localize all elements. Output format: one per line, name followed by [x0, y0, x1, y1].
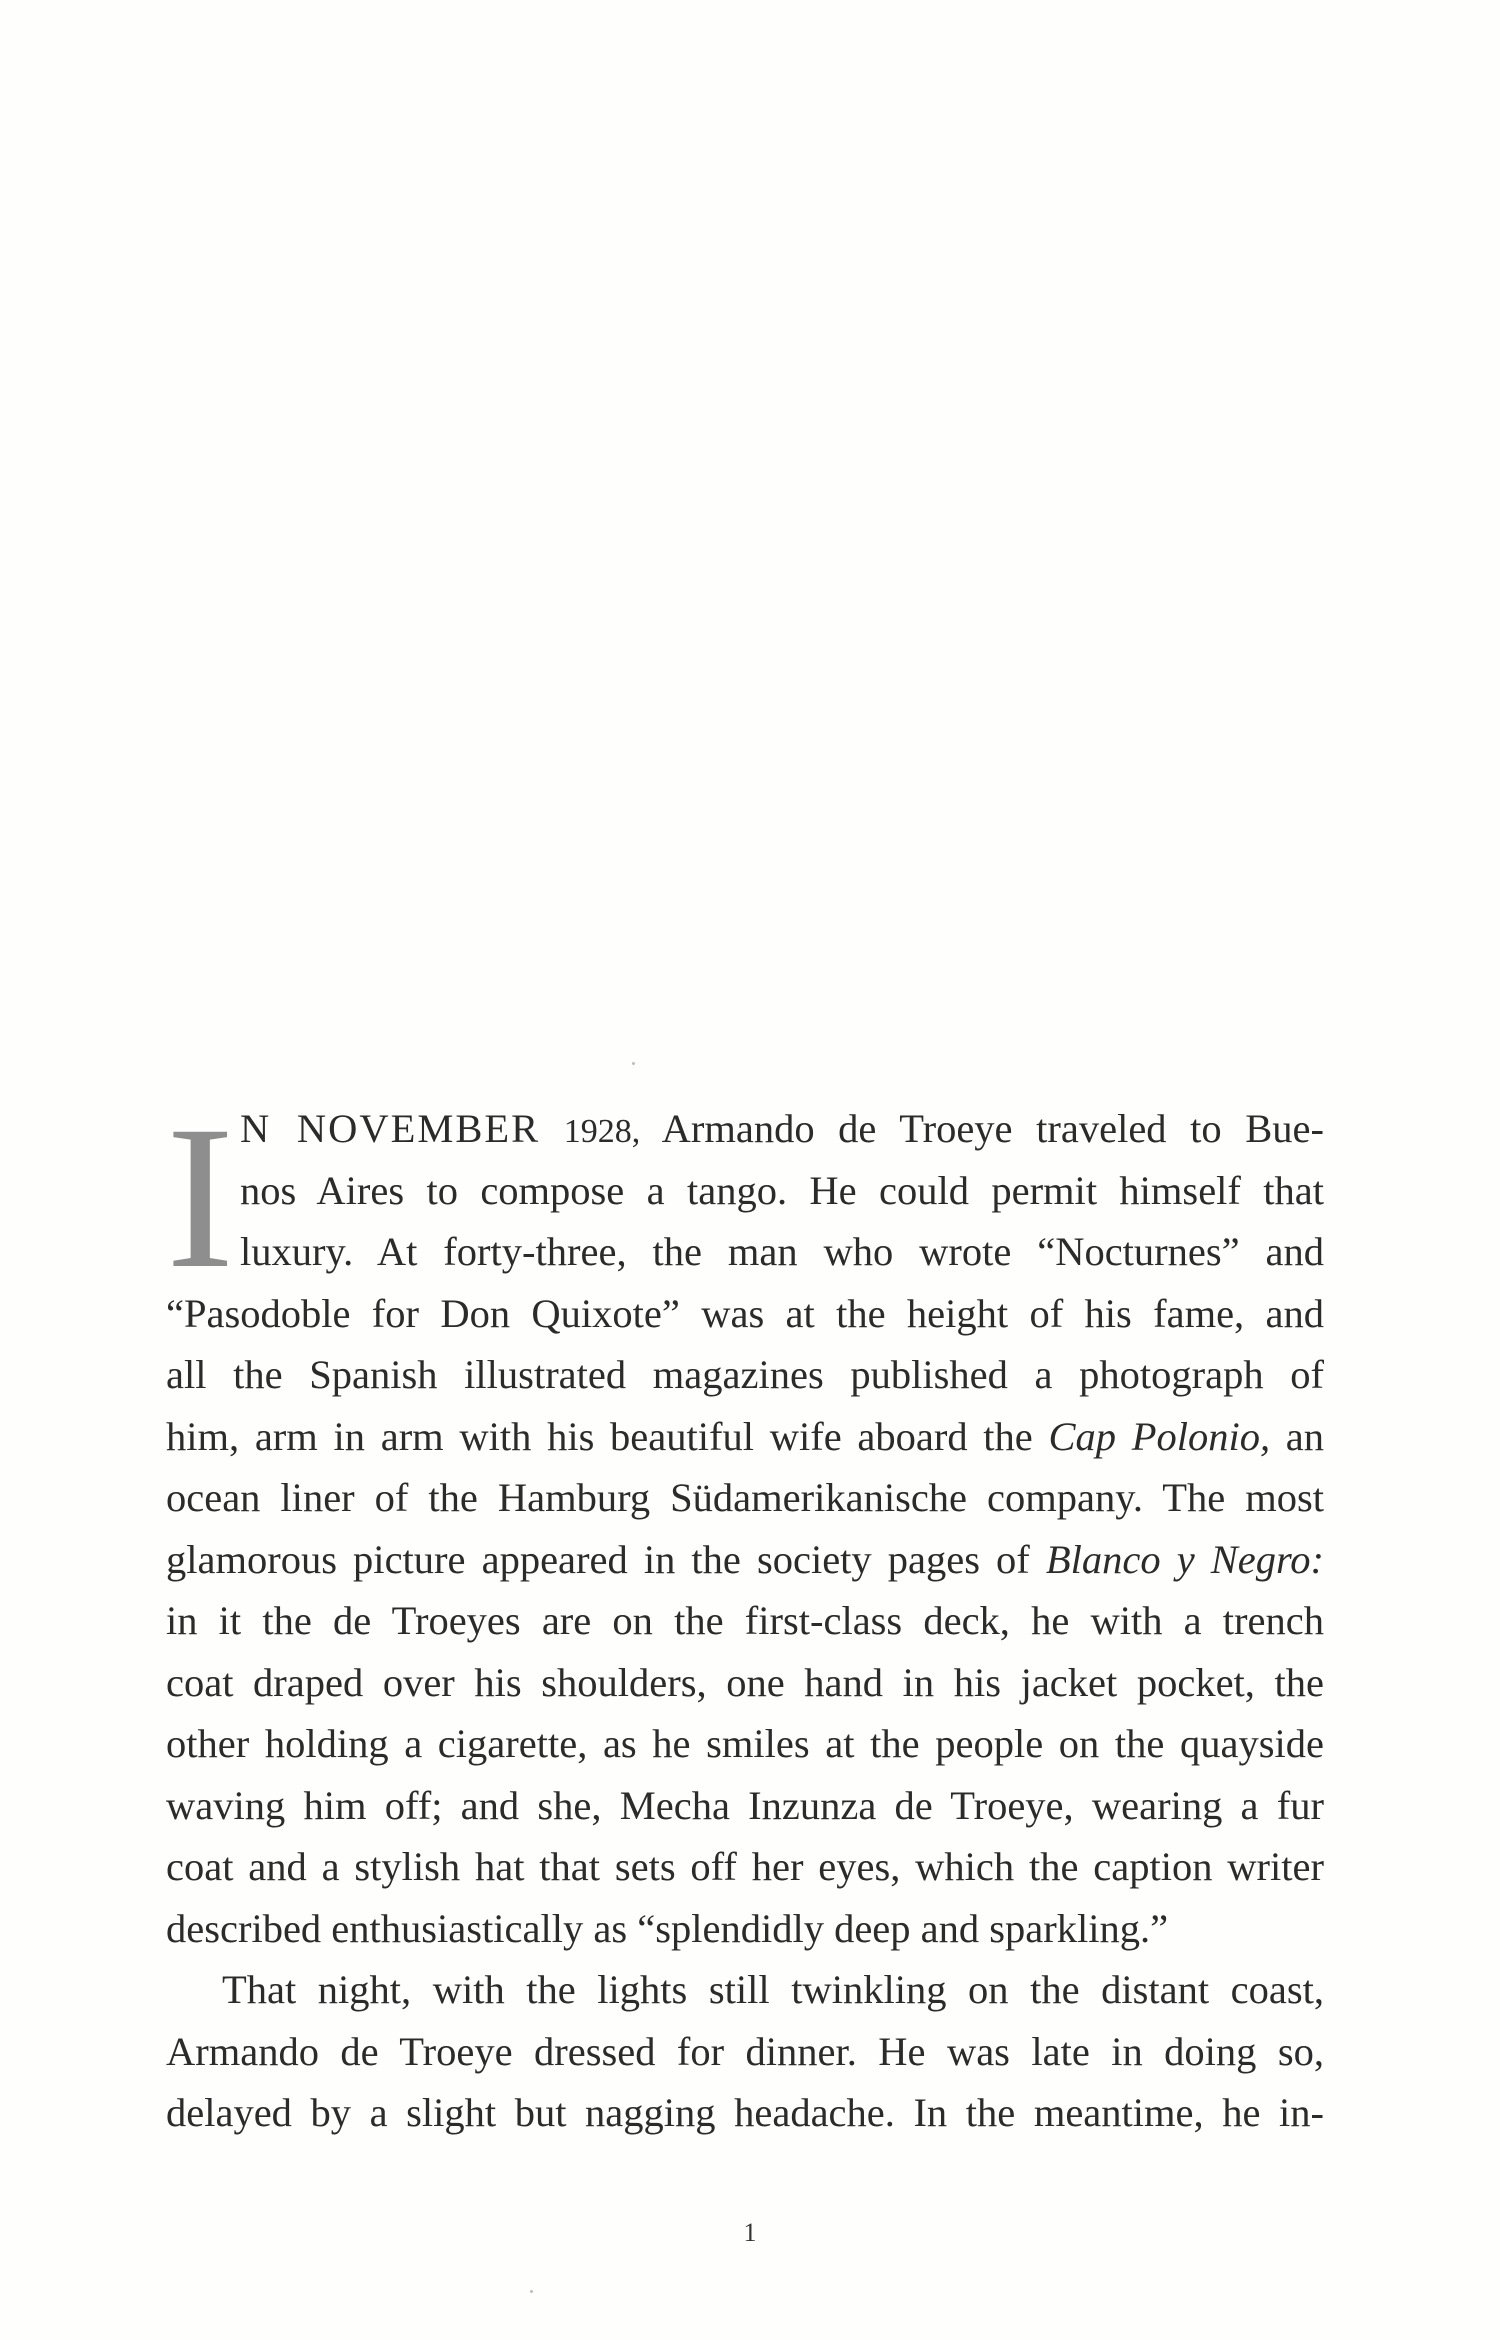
text-line-4: “Pasodoble for Don Quixote” was at the height of his fame, and	[166, 1290, 1324, 1336]
text-line-13: coat and a stylish hat that sets off her eyes, which the caption writer	[166, 1844, 1324, 1889]
paper-speck	[530, 2290, 533, 2293]
text-line-7: ocean liner of the Hamburg Südamerikanische company. The most	[166, 1475, 1324, 1520]
text-line-16: Armando de Troeye dressed for dinner. He was late in doing so,	[166, 2028, 1324, 2074]
line-8-text: glamorous picture appeared in the society pages of	[166, 1536, 1030, 1582]
text-line-9: in it the de Troeyes are on the first-class deck, he with a trench	[166, 1598, 1324, 1643]
text-line-8	[166, 1529, 1324, 1591]
text-line-17: delayed by a slight but nagging headache. In the meantime, he in-	[166, 2090, 1324, 2135]
drop-cap: I	[166, 1084, 235, 1311]
opening-year: 1928,	[563, 1113, 641, 1150]
line-6-end: an	[1285, 1413, 1325, 1459]
line-1-rest: Armando de Troeye traveled to Bue-	[661, 1106, 1325, 1151]
chapter-text	[166, 1084, 1325, 2144]
page-number: 1	[743, 2218, 757, 2247]
magazine-name: Blanco y Negro:	[1045, 1536, 1325, 1582]
text-line-6	[166, 1406, 1324, 1468]
line-6-text: him, arm in arm with his beautiful wife aboard the	[166, 1413, 1033, 1459]
text-line-3: luxury. At forty-three, the man who wrote “Nocturnes” and	[240, 1229, 1324, 1274]
text-line-15: That night, with the lights still twinkling on the distant coast,	[222, 1967, 1324, 2012]
text-line-1	[240, 1098, 1324, 1160]
text-line-5: all the Spanish illustrated magazines published a photograph of	[166, 1352, 1324, 1397]
text-line-2: nos Aires to compose a tango. He could permit himself that	[240, 1167, 1324, 1213]
paper-speck	[632, 1062, 635, 1065]
ship-name: Cap Polonio,	[1048, 1413, 1271, 1459]
text-line-12: waving him off; and she, Mecha Inzunza de Troeye, wearing a fur	[166, 1782, 1324, 1828]
opening-small-caps: N NOVEMBER	[240, 1106, 541, 1151]
text-line-10: coat draped over his shoulders, one hand in his jacket pocket, the	[166, 1659, 1324, 1705]
text-line-11: other holding a cigarette, as he smiles at the people on the quayside	[166, 1721, 1324, 1766]
text-line-14: described enthusiastically as “splendidly deep and sparkling.”	[166, 1905, 1169, 1951]
